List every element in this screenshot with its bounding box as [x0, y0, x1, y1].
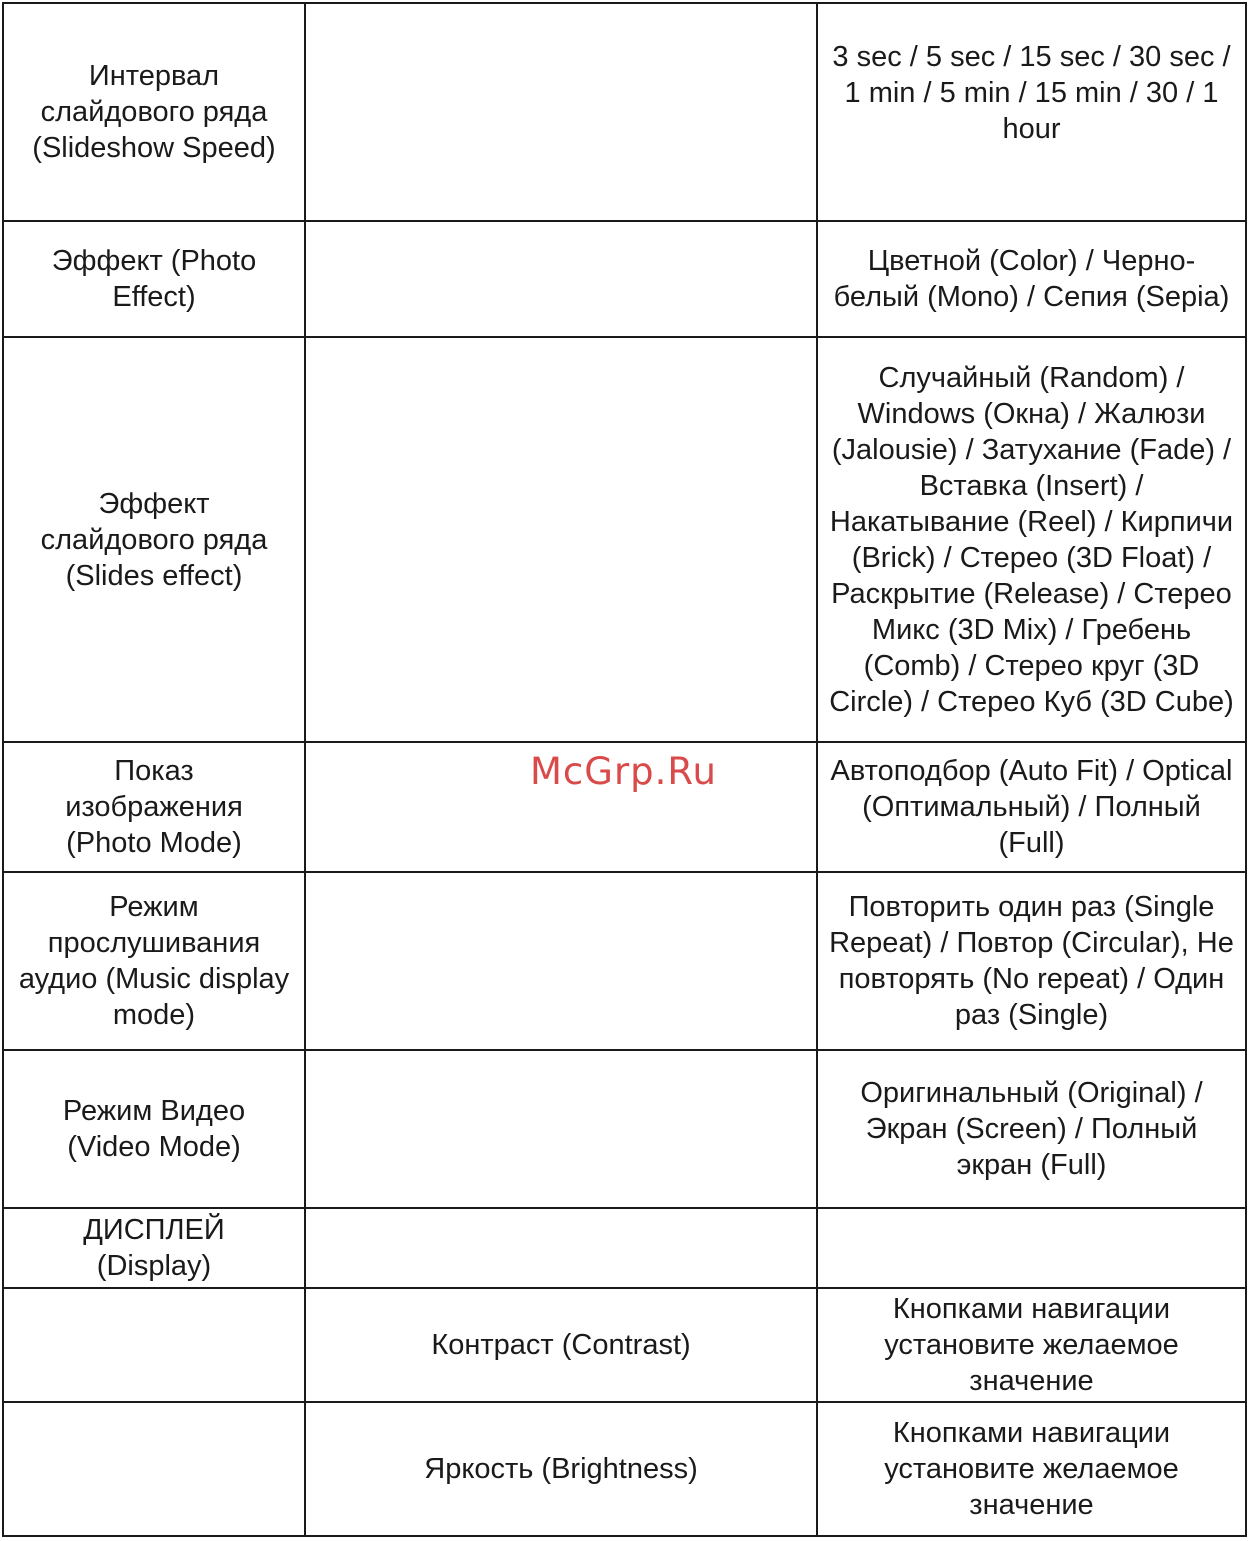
setting-name-cell — [3, 1402, 305, 1536]
setting-name-cell: Показ изображения (Photo Mode) — [3, 742, 305, 872]
sub-setting-cell — [305, 872, 817, 1050]
section-title-cell: ДИСПЛЕЙ (Display) — [3, 1208, 305, 1288]
setting-name-cell: Интервал слайдового ряда (Slideshow Speed) — [3, 3, 305, 221]
table-row — [3, 1402, 1246, 1536]
setting-name-cell: Режим Видео (Video Mode) — [3, 1050, 305, 1208]
options-cell: Цветной (Color) / Черно-белый (Mono) / Сепия (Sepia) — [817, 221, 1246, 337]
setting-name-cell: Эффект слайдового ряда (Slides effect) — [3, 337, 305, 742]
options-cell: Оригинальный (Original) / Экран (Screen) / Полный экран (Full) — [817, 1050, 1246, 1208]
table-row — [3, 1208, 1246, 1288]
options-cell: 3 sec / 5 sec / 15 sec / 30 sec / 1 min / 5 min / 15 min / 30 / 1 hour — [817, 3, 1246, 221]
sub-setting-cell: Яркость (Brightness) — [305, 1402, 817, 1536]
setting-name-cell: Режим прослушивания аудио (Music display mode) — [3, 872, 305, 1050]
sub-setting-cell — [305, 221, 817, 337]
table-row — [3, 1288, 1246, 1402]
setting-name-cell — [3, 1288, 305, 1402]
options-cell: Кнопками навигации установите желаемое значение — [817, 1288, 1246, 1402]
sub-setting-cell — [305, 1050, 817, 1208]
options-cell: Автоподбор (Auto Fit) / Optical (Оптимальный) / Полный (Full) — [817, 742, 1246, 872]
options-cell: Кнопками навигации установите желаемое значение — [817, 1402, 1246, 1536]
table-row — [3, 221, 1246, 337]
setting-name-cell: Эффект (Photo Effect) — [3, 221, 305, 337]
table-row — [3, 1050, 1246, 1208]
options-cell: Повторить один раз (Single Repeat) / Повтор (Circular), Не повторять (No repeat) / Один раз (Single) — [817, 872, 1246, 1050]
sub-setting-cell — [305, 337, 817, 742]
watermark-text: McGrp.Ru — [530, 750, 717, 793]
sub-setting-cell: Контраст (Contrast) — [305, 1288, 817, 1402]
sub-setting-cell — [305, 3, 817, 221]
table-row — [3, 872, 1246, 1050]
options-cell — [817, 1208, 1246, 1288]
table-row — [3, 3, 1246, 221]
options-cell: Случайный (Random) / Windows (Окна) / Жалюзи (Jalousie) / Затухание (Fade) / Вставка (Insert) / Накатывание (Reel) / Кирпичи (Brick) / Стерео (3D Float) / Раскрытие (Release) / Стерео Микс (3D Mix) / Гребень (Comb) / Стерео круг (3D Circle) / Стерео Куб (3D Cube) — [817, 337, 1246, 742]
table-row — [3, 337, 1246, 742]
sub-setting-cell — [305, 1208, 817, 1288]
